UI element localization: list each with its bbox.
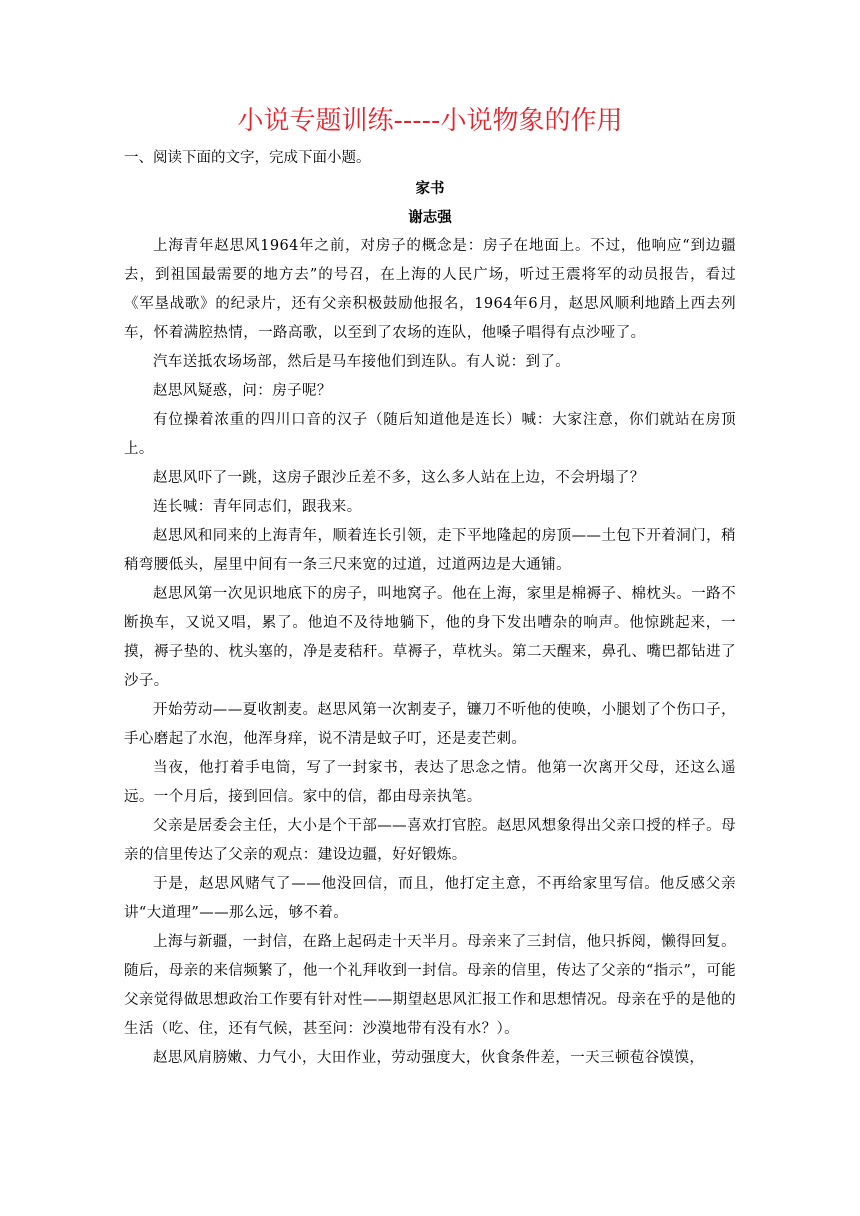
paragraph: 于是，赵思风赌气了——他没回信，而且，他打定主意，不再给家里写信。他反感父亲讲“大道理”——那么远，够不着。: [124, 876, 736, 921]
paragraph: 有位操着浓重的四川口音的汉子（随后知道他是连长）喊：大家注意，你们就站在房顶上。: [124, 412, 736, 457]
story-author: 谢志强: [408, 209, 452, 226]
paragraph: 汽车送抵农场场部，然后是马车接他们到连队。有人说：到了。: [153, 354, 571, 370]
document-title: 小说专题训练-----小说物象的作用: [237, 106, 623, 136]
paragraph: 赵思风和同来的上海青年，顺着连长引领，走下平地隆起的房顶——土包下开着洞门，稍稍弯腰低头，屋里中间有一条三尺来宽的过道，过道两边是大通铺。: [124, 528, 736, 573]
story-title: 家书: [415, 180, 445, 197]
paragraph: 当夜，他打着手电筒，写了一封家书，表达了思念之情。他第一次离开父母，还这么遥远。一个月后，接到回信。家中的信，都由母亲执笔。: [124, 760, 736, 805]
paragraph: 赵思风疑惑，问：房子呢？: [153, 383, 332, 399]
section-heading: 一、阅读下面的文字，完成下面小题。: [124, 150, 371, 166]
paragraph: 上海青年赵思风1964年之前，对房子的概念是：房子在地面上。不过，他响应“到边疆去，到祖国最需要的地方去”的号召，在上海的人民广场，听过王震将军的动员报告，看过《军垦战歌》的纪录片，还有父亲积极鼓励他报名，1964年6月，赵思风顺利地踏上西去列车，怀着满腔热情，一路高歌，以至到了农场的连队，他嗓子唱得有点沙哑了。: [124, 238, 736, 341]
paragraph: 父亲是居委会主任，大小是个干部——喜欢打官腔。赵思风想象得出父亲口授的样子。母亲的信里传达了父亲的观点：建设边疆，好好锻炼。: [124, 818, 736, 863]
paragraph: 开始劳动——夏收割麦。赵思风第一次割麦子，镰刀不听他的使唤，小腿划了个伤口子，手心磨起了水泡，他浑身痒，说不清是蚊子叮，还是麦芒刺。: [124, 702, 736, 747]
paragraph: 赵思风吓了一跳，这房子跟沙丘差不多，这么多人站在上边，不会坍塌了？: [153, 470, 645, 486]
paragraph: 赵思风第一次见识地底下的房子，叫地窝子。他在上海，家里是棉褥子、棉枕头。一路不断换车，又说又唱，累了。他迫不及待地躺下，他的身下发出嘈杂的响声。他惊跳起来，一摸，褥子垫的、枕头塞的，净是麦秸秆。草褥子，草枕头。第二天醒来，鼻孔、嘴巴都钻进了沙子。: [124, 586, 736, 689]
paragraph: 赵思风肩膀嫩、力气小，大田作业，劳动强度大，伙食条件差，一天三顿苞谷馍馍，: [153, 1050, 705, 1066]
paragraph: 连长喊：青年同志们，跟我来。: [153, 499, 362, 515]
paragraph: 上海与新疆，一封信，在路上起码走十天半月。母亲来了三封信，他只拆阅，懒得回复。随后，母亲的来信频繁了，他一个礼拜收到一封信。母亲的信里，传达了父亲的“指示”，可能父亲觉得做思想政治工作要有针对性——期望赵思风汇报工作和思想情况。母亲在乎的是他的生活（吃、住，还有气候，甚至问：沙漠地带有没有水？）。: [124, 934, 736, 1037]
story-body: [124, 232, 736, 1073]
